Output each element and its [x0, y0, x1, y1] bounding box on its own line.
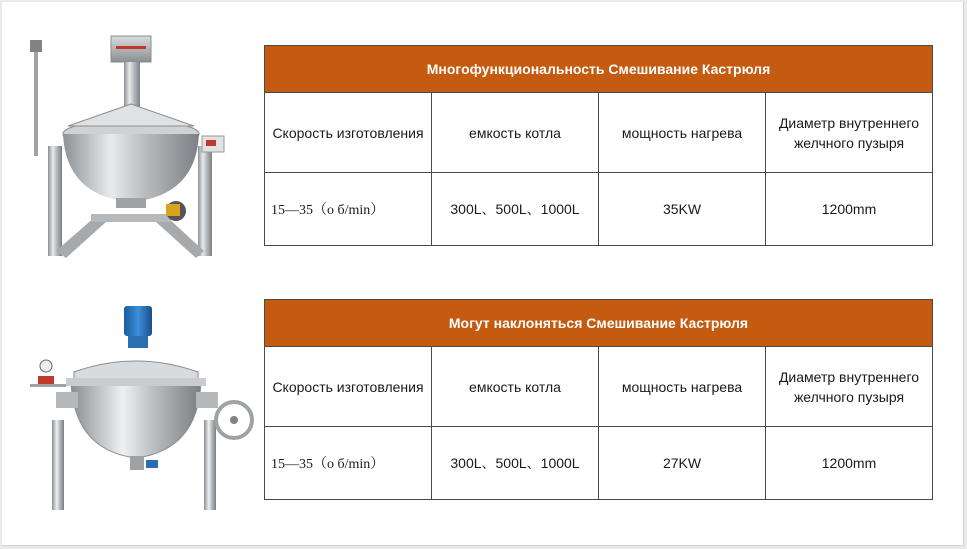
tilting-kettle-image: [16, 300, 256, 514]
spec-table-tilting: [264, 299, 933, 500]
value-power: 35KW: [599, 173, 766, 246]
slide: [2, 2, 964, 546]
header-capacity: емкость котла: [432, 347, 599, 427]
value-capacity: 300L、500L、1000L: [432, 173, 599, 246]
spec-table-multifunction: [264, 45, 933, 246]
header-capacity: емкость котла: [432, 93, 599, 173]
value-speed: 15—35（о б/min）: [265, 427, 432, 500]
value-diameter: 1200mm: [766, 173, 933, 246]
mixing-kettle-image: [16, 26, 256, 266]
table-title: Многофункциональность Смешивание Кастрюля: [265, 46, 933, 93]
header-speed: Скорость изготовления: [265, 93, 432, 173]
value-diameter: 1200mm: [766, 427, 933, 500]
table-title: Могут наклоняться Смешивание Кастрюля: [265, 300, 933, 347]
header-speed: Скорость изготовления: [265, 347, 432, 427]
header-power: мощность нагрева: [599, 347, 766, 427]
value-capacity: 300L、500L、1000L: [432, 427, 599, 500]
header-power: мощность нагрева: [599, 93, 766, 173]
header-diameter: Диаметр внутреннего желчного пузыря: [766, 347, 933, 427]
value-power: 27KW: [599, 427, 766, 500]
header-diameter: Диаметр внутреннего желчного пузыря: [766, 93, 933, 173]
value-speed: 15—35（о б/min）: [265, 173, 432, 246]
